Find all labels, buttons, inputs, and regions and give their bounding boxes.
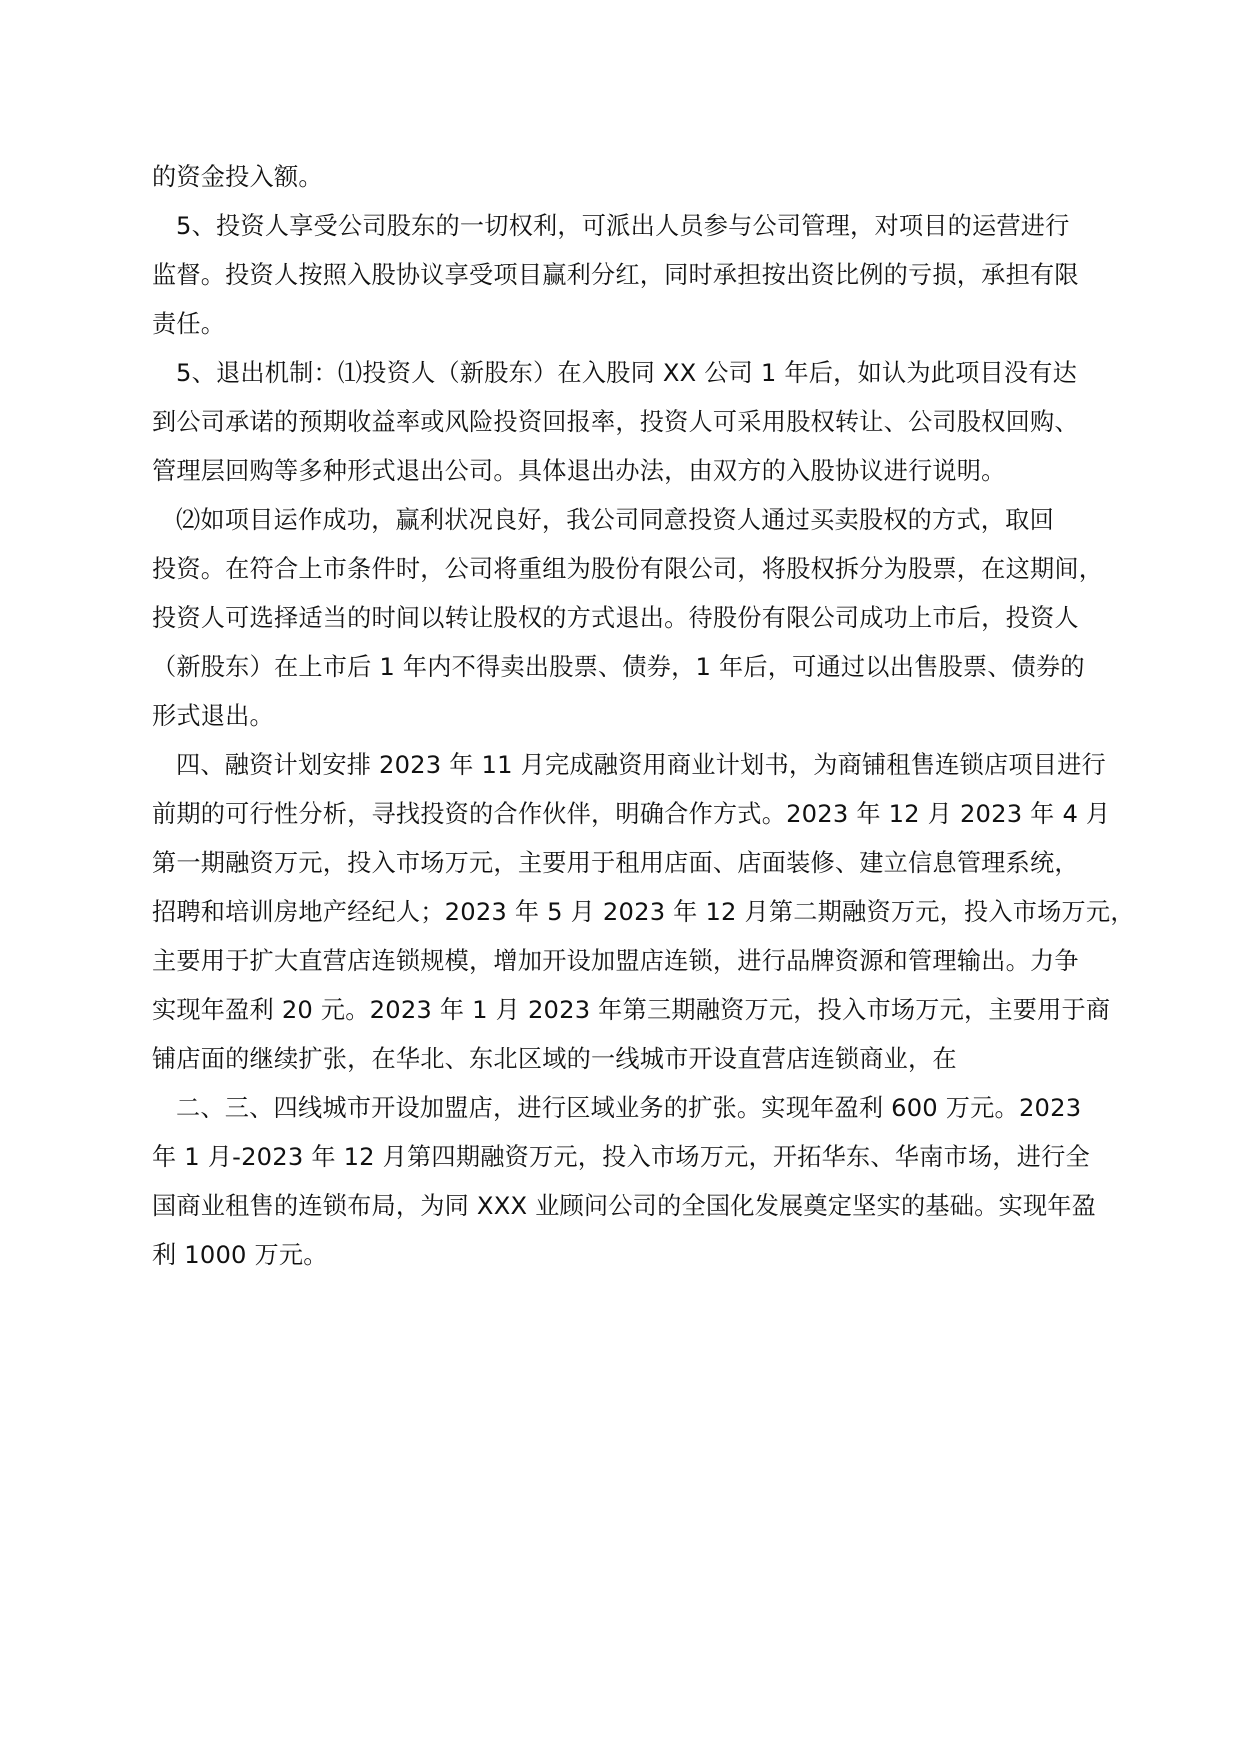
paragraph-financing-plan xyxy=(152,741,1135,1084)
text-line: 形式退出。 xyxy=(152,702,274,730)
text-line: 管理层回购等多种形式退出公司。具体退出办法，由双方的入股协议进行说明。 xyxy=(152,457,1006,485)
document-body xyxy=(152,153,1135,1280)
text-line: 的资金投入额。 xyxy=(152,163,323,191)
paragraph-expansion xyxy=(152,1084,1097,1280)
text-line: 主要用于扩大直营店连锁规模，增加开设加盟店连锁，进行品牌资源和管理输出。力争 xyxy=(152,947,1079,975)
text-line: 年 1 月-2023 年 12 月第四期融资万元，投入市场万元，开拓华东、华南市场，进行全 xyxy=(152,1143,1090,1171)
text-line: 5、投资人享受公司股东的一切权利，可派出人员参与公司管理，对项目的运营进行 xyxy=(176,212,1070,240)
text-line: 投资。在符合上市条件时，公司将重组为股份有限公司，将股权拆分为股票，在这期间， xyxy=(152,555,1104,583)
text-line: 投资人可选择适当的时间以转让股权的方式退出。待股份有限公司成功上市后，投资人 xyxy=(152,604,1079,632)
paragraph-fund-amount xyxy=(152,153,1092,202)
text-line: ⑵如项目运作成功，赢利状况良好，我公司同意投资人通过买卖股权的方式，取回 xyxy=(176,506,1054,534)
text-line: 5、退出机制：⑴投资人（新股东）在入股同 XX 公司 1 年后，如认为此项目没有达 xyxy=(176,359,1078,387)
text-line: 国商业租售的连锁布局，为同 XXX 业顾问公司的全国化发展奠定坚实的基础。实现年盈 xyxy=(152,1192,1097,1220)
text-line: 铺店面的继续扩张，在华北、东北区域的一线城市开设直营店连锁商业，在 xyxy=(152,1045,957,1073)
text-line: 四、融资计划安排 2023 年 11 月完成融资用商业计划书，为商铺租售连锁店项目进行 xyxy=(176,751,1106,779)
text-line: 实现年盈利 20 元。2023 年 1 月 2023 年第三期融资万元，投入市场万元，主要用于商 xyxy=(152,996,1111,1024)
text-line: 招聘和培训房地产经纪人；2023 年 5 月 2023 年 12 月第二期融资万元，投入市场万元， xyxy=(152,898,1135,926)
text-line: 到公司承诺的预期收益率或风险投资回报率，投资人可采用股权转让、公司股权回购、 xyxy=(152,408,1079,436)
text-line: 前期的可行性分析，寻找投资的合作伙伴，明确合作方式。2023 年 12 月 2023 年 4 月 xyxy=(152,800,1111,828)
paragraph-exit-option-2 xyxy=(152,496,1104,741)
text-line: 第一期融资万元，投入市场万元，主要用于租用店面、店面装修、建立信息管理系统， xyxy=(152,849,1079,877)
text-line: 利 1000 万元。 xyxy=(152,1241,328,1269)
text-line: 二、三、四线城市开设加盟店，进行区域业务的扩张。实现年盈利 600 万元。2023 xyxy=(176,1094,1082,1122)
paragraph-investor-rights xyxy=(152,202,1092,349)
text-line: （新股东）在上市后 1 年内不得卖出股票、债券，1 年后，可通过以出售股票、债券的 xyxy=(152,653,1085,681)
paragraph-exit-mechanism xyxy=(152,349,1092,496)
text-line: 责任。 xyxy=(152,310,226,338)
text-line: 监督。投资人按照入股协议享受项目赢利分红，同时承担按出资比例的亏损，承担有限 xyxy=(152,261,1079,289)
